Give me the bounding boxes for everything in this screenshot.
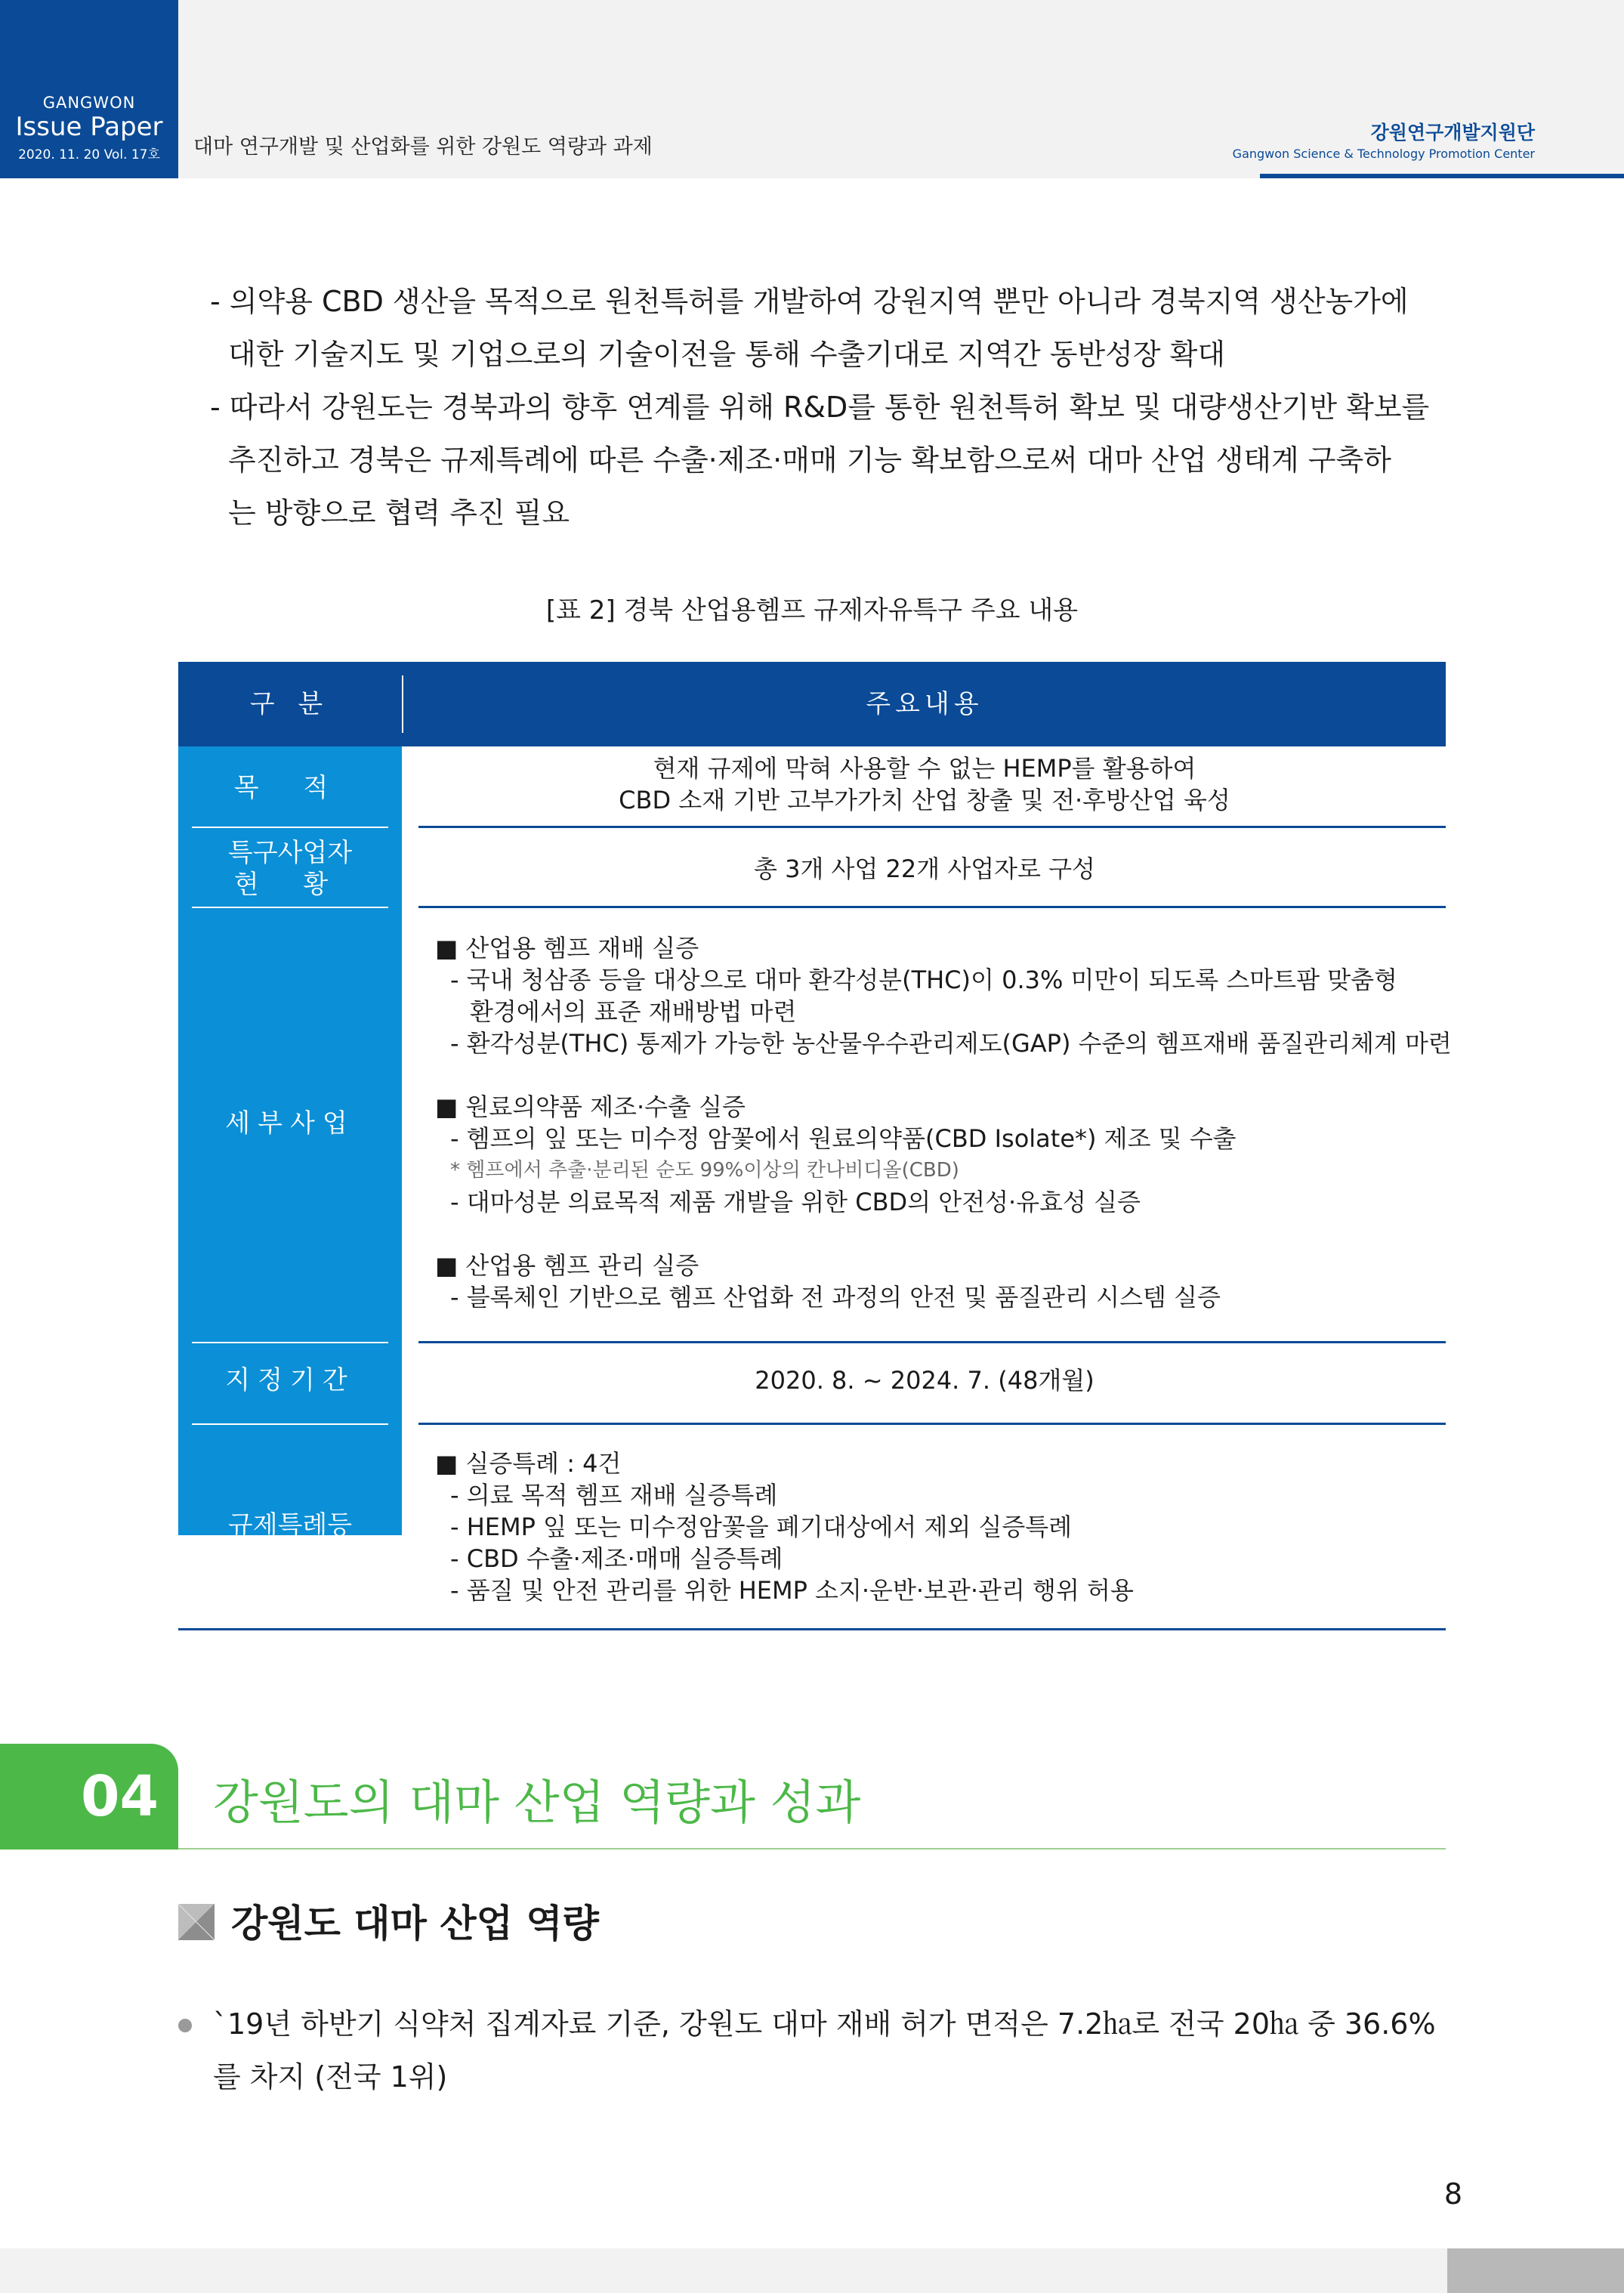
purpose-line: CBD 소재 기반 고부가가치 산업 창출 및 전·후방산업 육성 (619, 786, 1230, 814)
table-header (178, 662, 1446, 746)
issue-paper-badge (0, 0, 178, 178)
row-divider (418, 1423, 1446, 1425)
spacer (435, 1218, 1440, 1250)
header-content: 주요내용 (866, 689, 983, 719)
row-label-details: 세부사업 (225, 1108, 355, 1139)
detail-item: - 환각성분(THC) 통제가 가능한 농산물우수관리제도(GAP) 수준의 헴프재배 품질관리체계 마련 (450, 1029, 1452, 1058)
paragraph-1 (210, 275, 1449, 381)
row-divider (418, 1341, 1446, 1343)
footer-bar (0, 2248, 1447, 2293)
regulation-title: ■ 실증특례 : 4건 (435, 1449, 622, 1478)
label-line: 현 황 (233, 870, 347, 900)
detail-item: 환경에서의 표준 재배방법 마련 (470, 997, 797, 1026)
section-title: 강원도의 대마 산업 역량과 성과 (213, 1775, 861, 1830)
details-content (435, 932, 1452, 1313)
purpose-line: 현재 규제에 막혀 사용할 수 없는 HEMP를 활용하여 (653, 754, 1196, 783)
table-caption: [표 2] 경북 산업용헴프 규제자유특구 주요 내용 (545, 595, 1079, 626)
footer-box (1447, 2248, 1624, 2293)
subsection-title: 강원도 대마 산업 역량 (231, 1902, 599, 1945)
paragraph-line: - 따라서 강원도는 경북과의 향후 연계를 위해 R&D를 통한 원천특허 확보 및 대량생산기반 확보를 (210, 391, 1430, 424)
detail-item: - 대마성분 의료목적 제품 개발을 위한 CBD의 안전성·유효성 실증 (450, 1188, 1141, 1216)
row-divider (418, 906, 1446, 908)
square-bullet-icon (178, 1904, 215, 1940)
paragraph-line: 대한 기술지도 및 기업으로의 기술이전을 통해 수출기대로 지역간 동반성장 확대 (228, 338, 1226, 371)
label-divider (192, 827, 388, 828)
regulation-item: - 품질 및 안전 관리를 위한 HEMP 소지·운반·보관·관리 행위 허용 (450, 1576, 1134, 1605)
section-number: 04 (81, 1764, 159, 1829)
detail-group-title: ■ 원료의약품 제조·수출 실증 (435, 1092, 746, 1121)
regulation-item: - CBD 수출·제조·매매 실증특례 (450, 1544, 783, 1573)
brand-main: Issue Paper (15, 112, 163, 142)
paragraph-line: 는 방향으로 협력 추진 필요 (228, 496, 570, 530)
paragraph-line: 추진하고 경북은 규제특례에 따른 수출·제조·매매 기능 확보함으로써 대마 산업 생태계 구축하 (228, 443, 1391, 477)
section-rule (178, 1848, 1446, 1850)
row-label-regulation: 규제특례등 (227, 1510, 353, 1541)
label-divider (192, 907, 388, 908)
detail-group-title: ■ 산업용 헴프 재배 실증 (435, 934, 699, 963)
row-divider (418, 826, 1446, 828)
circle-bullet-icon (178, 2019, 192, 2032)
purpose-content (403, 752, 1446, 816)
regulation-content (435, 1448, 1440, 1606)
paragraph-line: - 의약용 CBD 생산을 목적으로 원천특허를 개발하여 강원지역 뿐만 아니라 경북지역 생산농가에 (210, 285, 1409, 318)
brand-top: GANGWON (42, 94, 136, 112)
row-label-operators (178, 837, 402, 901)
bullet-text: `19년 하반기 식약처 집계자료 기준, 강원도 대마 재배 허가 면적은 7.2㏊로 전국 20㏊ 중 36.6%를 차지 (전국 1위) (213, 2007, 1436, 2094)
paragraph-2 (210, 381, 1449, 539)
table-bottom-rule (178, 1628, 1446, 1630)
row-label-period: 지정기간 (225, 1365, 355, 1395)
detail-item: - 국내 청삼종 등을 대상으로 대마 환각성분(THC)이 0.3% 미만이 되도록 스마트팜 맞춤형 (450, 966, 1397, 994)
label-divider (192, 1423, 388, 1425)
operators-content: 총 3개 사업 22개 사업자로 구성 (754, 854, 1095, 883)
label-divider (192, 1342, 388, 1343)
label-line: 특구사업자 (227, 838, 353, 868)
page-number: 8 (1443, 2177, 1462, 2211)
header-rule (1260, 174, 1624, 178)
organization-name: 강원연구개발지원단 (1370, 122, 1535, 144)
row-label-purpose: 목 적 (233, 773, 347, 803)
header-category: 구 분 (249, 689, 331, 719)
detail-item: - 헴프의 잎 또는 미수정 암꽃에서 원료의약품(CBD Isolate*) 제조 및 수출 (450, 1124, 1237, 1153)
issue-volume: 2020. 11. 20 Vol. 17호 (18, 147, 160, 162)
detail-item: - 블록체인 기반으로 헴프 산업화 전 과정의 안전 및 품질관리 시스템 실증 (450, 1283, 1221, 1312)
document-title: 대마 연구개발 및 산업화를 위한 강원도 역량과 과제 (193, 135, 653, 159)
organization-name-en: Gangwon Science & Technology Promotion Center (1232, 147, 1535, 161)
period-content: 2020. 8. ~ 2024. 7. (48개월) (755, 1366, 1095, 1395)
regulation-item: - 의료 목적 헴프 재배 실증특례 (450, 1481, 778, 1510)
regulation-item: - HEMP 잎 또는 미수정암꽃을 폐기대상에서 제외 실증특례 (450, 1513, 1073, 1541)
detail-note: * 헴프에서 추출·분리된 순도 99%이상의 칸나비디올(CBD) (450, 1159, 959, 1182)
page-header (0, 0, 1624, 178)
detail-group-title: ■ 산업용 헴프 관리 실증 (435, 1251, 699, 1280)
spacer (435, 1059, 1440, 1091)
